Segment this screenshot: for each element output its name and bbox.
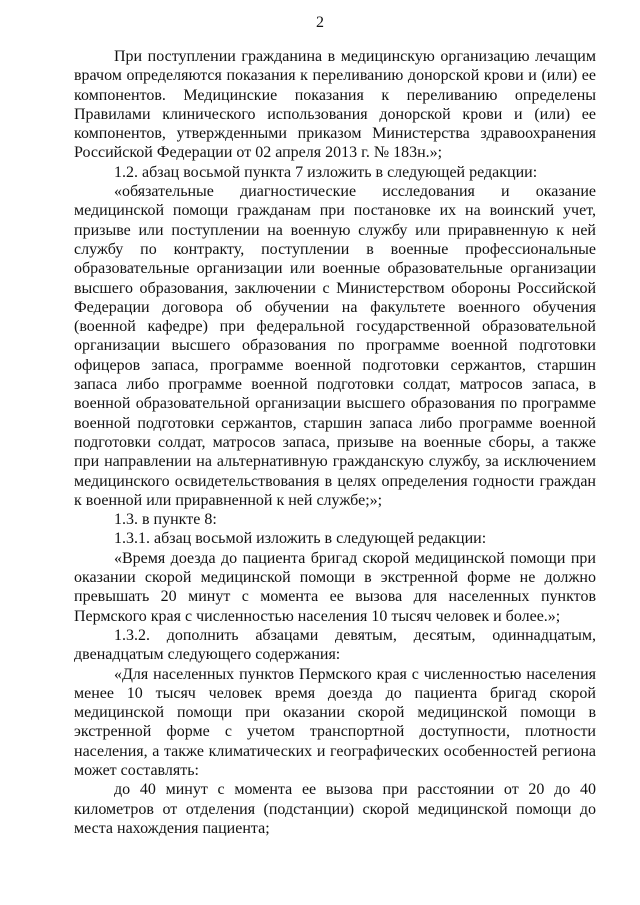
paragraph-ambulance-20-minutes: «Время доезда до пациента бригад скорой медицинской помощи при оказании скорой медицинской помощи в экстренной форме не должно превышать 20 минут с момента ее вызова для населенных пунктов Пермского края с численностью населения 10 тысяч человек и более.»; xyxy=(74,549,596,625)
paragraph-transfusion-indications: При поступлении гражданина в медицинскую организацию лечащим врачом определяются показания к переливанию донорской крови и (или) ее компонентов. Медицинские показания к переливанию определены Правилами клинического использования донорской крови и (или) ее компонентов, утвержденными приказом Министерства здравоохранения Российской Федерации от 02 апреля 2013 г. № 183н.»; xyxy=(74,48,596,162)
paragraph-item-1-2: 1.2. абзац восьмой пункта 7 изложить в следующей редакции: xyxy=(114,163,538,181)
paragraph-item-1-3-1: 1.3.1. абзац восьмой изложить в следующей редакции: xyxy=(114,530,487,548)
document-body xyxy=(74,47,596,838)
paragraph-item-1-3-2: 1.3.2. дополнить абзацами девятым, десятым, одиннадцатым, двенадцатым следующего содержания: xyxy=(74,626,596,664)
paragraph-military-registration: «обязательные диагностические исследования и оказание медицинской помощи гражданам при постановке их на воинский учет, призыве или поступлении на военную службу или приравненную к ней службу по контракту, поступлении в военные профессиональные образовательные организации или военные образовательные организации высшего образования, заключении с Министерством обороны Российской Федерации договора об обучении на факультете военного обучения (военной кафедре) при федеральной государственной образовательной организации высшего образования по программе военной подготовки офицеров запаса, программе военной подготовки сержантов, старшин запаса либо программе военной подготовки солдат, матросов запаса, в военной образовательной организации высшего образования по программе военной подготовки сержантов, старшин запаса либо программе военной подготовки солдат, матросов запаса, призыве на военные сборы, а также при направлении на альтернативную гражданскую службу, за исключением медицинского освидетельствования в целях определения годности граждан к военной или приравненной к ней службе;»; xyxy=(74,183,596,509)
paragraph-40-minutes: до 40 минут с момента ее вызова при расстоянии от 20 до 40 километров от отделения (подстанции) скорой медицинской помощи до места нахождения пациента; xyxy=(74,781,596,837)
page-number: 2 xyxy=(316,14,324,31)
paragraph-small-settlements: «Для населенных пунктов Пермского края с численностью населения менее 10 тысяч человек время доезда до пациента бригад скорой медицинской помощи при оказании скорой медицинской помощи в экстренной форме с учетом транспортной доступности, плотности населения, а также климатических и географических особенностей региона может составлять: xyxy=(74,665,596,779)
paragraph-item-1-3: 1.3. в пункте 8: xyxy=(114,511,217,529)
